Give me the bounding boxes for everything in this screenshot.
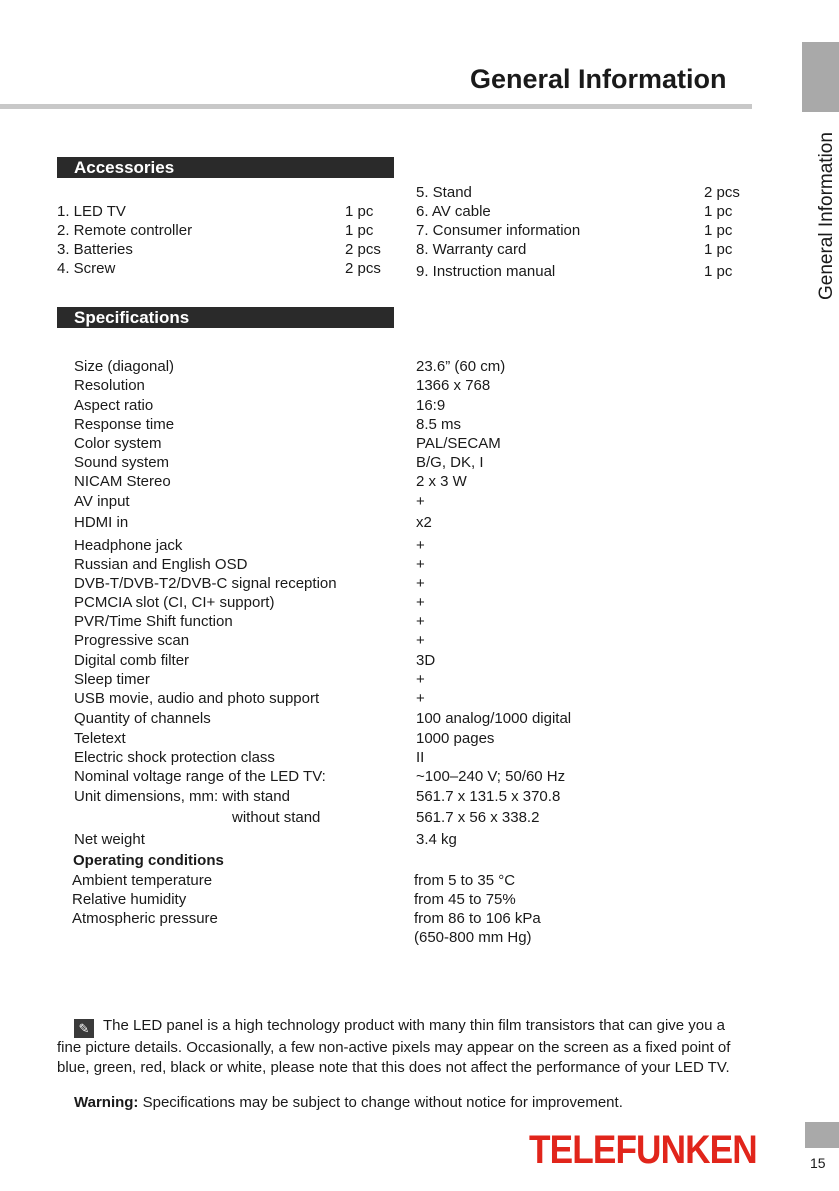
spec-label: Electric shock protection class (74, 749, 275, 766)
spec-value: B/G, DK, I (416, 454, 484, 471)
spec-value: 23.6” (60 cm) (416, 358, 506, 375)
spec-value: + (416, 575, 425, 592)
spec-label: Sound system (74, 454, 170, 471)
spec-value: from 86 to 106 kPa (414, 910, 541, 927)
spec-label: Ambient temperature (72, 872, 213, 889)
spec-value: PAL/SECAM (416, 435, 501, 452)
list-item (57, 221, 397, 240)
accessory-qty: 1 pc (704, 222, 733, 239)
warning-text: Specifications may be subject to change without notice for improvement. (142, 1094, 623, 1111)
accessory-qty: 1 pc (704, 263, 733, 280)
spec-value: 561.7 x 131.5 x 370.8 (416, 788, 561, 805)
spec-value: 3.4 kg (416, 831, 457, 848)
spec-value: ~100–240 V; 50/60 Hz (416, 768, 566, 785)
accessory-name: 8. Warranty card (416, 241, 527, 258)
lcd-panel-note (57, 1016, 747, 1077)
spec-value: 16:9 (416, 397, 446, 414)
page-number: 15 (810, 1155, 826, 1171)
spec-value: 8.5 ms (416, 416, 462, 433)
spec-label: Color system (74, 435, 162, 452)
spec-label: PVR/Time Shift function (74, 613, 233, 630)
spec-value: II (416, 749, 425, 766)
spec-label: AV input (74, 493, 130, 510)
spec-label: without stand (232, 809, 321, 826)
accessory-qty: 2 pcs (345, 260, 381, 277)
spec-value: 1000 pages (416, 730, 495, 747)
warning-line (74, 1094, 623, 1111)
spec-label: Digital comb filter (74, 652, 190, 669)
title-divider (0, 104, 752, 109)
accessories-heading: Accessories (57, 157, 394, 178)
accessory-name: 2. Remote controller (57, 222, 193, 239)
accessory-name: 9. Instruction manual (416, 263, 556, 280)
spec-label: Relative humidity (72, 891, 187, 908)
accessory-name: 5. Stand (416, 184, 472, 201)
spec-value: + (416, 594, 425, 611)
accessory-qty: 2 pcs (345, 241, 381, 258)
spec-value: + (416, 556, 425, 573)
pencil-note-icon: ✎ (74, 1019, 94, 1038)
spec-value: + (416, 690, 425, 707)
accessory-name: 4. Screw (57, 260, 116, 277)
list-item (57, 240, 397, 259)
accessory-name: 6. AV cable (416, 203, 491, 220)
spec-value: + (416, 671, 425, 688)
spec-label: Net weight (74, 831, 145, 848)
spec-label: Nominal voltage range of the LED TV: (74, 768, 326, 785)
side-tab-marker (802, 42, 839, 112)
side-section-label: General Information (816, 132, 837, 300)
spec-value: x2 (416, 514, 432, 531)
spec-value: 1366 x 768 (416, 377, 491, 394)
spec-label: Quantity of channels (74, 710, 211, 727)
accessory-qty: 1 pc (704, 203, 733, 220)
spec-value: from 5 to 35 °C (414, 872, 516, 889)
page-tab-marker (805, 1122, 839, 1148)
accessory-qty: 2 pcs (704, 184, 740, 201)
spec-label: USB movie, audio and photo support (74, 690, 320, 707)
spec-value: + (416, 632, 425, 649)
list-item (416, 221, 746, 240)
spec-label: PCMCIA slot (CI, CI+ support) (74, 594, 275, 611)
list-item (416, 240, 746, 259)
spec-label: Russian and English OSD (74, 556, 248, 573)
accessory-name: 3. Batteries (57, 241, 133, 258)
list-item (416, 202, 746, 221)
spec-label: Headphone jack (74, 537, 183, 554)
operating-conditions-heading: Operating conditions (73, 852, 224, 869)
spec-label: Progressive scan (74, 632, 190, 649)
spec-value: + (416, 613, 425, 630)
spec-label: Response time (74, 416, 175, 433)
spec-label: HDMI in (74, 514, 129, 531)
spec-value: 2 x 3 W (416, 473, 467, 490)
specifications-heading: Specifications (57, 307, 394, 328)
spec-value: 561.7 x 56 x 338.2 (416, 809, 540, 826)
page-title: General Information (470, 64, 727, 94)
spec-value: 3D (416, 652, 436, 669)
accessory-name: 1. LED TV (57, 203, 126, 220)
spec-label: Atmospheric pressure (72, 910, 218, 927)
list-item (57, 259, 397, 278)
spec-label: Aspect ratio (74, 397, 154, 414)
spec-label: Sleep timer (74, 671, 150, 688)
accessory-qty: 1 pc (345, 203, 374, 220)
spec-value: 100 analog/1000 digital (416, 710, 572, 727)
spec-label: Teletext (74, 730, 126, 747)
spec-label: Size (diagonal) (74, 358, 175, 375)
list-item (416, 262, 746, 281)
spec-label: Resolution (74, 377, 145, 394)
brand-logo: TELEFUNKEN (529, 1128, 757, 1172)
accessory-name: 7. Consumer information (416, 222, 581, 239)
spec-value-continuation: (650-800 mm Hg) (414, 929, 532, 946)
spec-value: + (416, 493, 425, 510)
spec-value: from 45 to 75% (414, 891, 516, 908)
accessory-qty: 1 pc (704, 241, 733, 258)
note-text: The LED panel is a high technology product with many thin film transistors that can give you a fine picture details. Occasionally, a few non-active pixels may appear on the screen as a fixed point of blue, green, red, black or white, please note that this does not affect the performance of your LED TV. (57, 1017, 731, 1076)
spec-label: DVB-T/DVB-T2/DVB-C signal reception (74, 575, 337, 592)
warning-label: Warning: (74, 1094, 139, 1111)
list-item (416, 183, 746, 202)
accessory-qty: 1 pc (345, 222, 374, 239)
list-item (57, 202, 397, 221)
spec-label: NICAM Stereo (74, 473, 171, 490)
spec-label: Unit dimensions, mm: with stand (74, 788, 290, 805)
spec-value: + (416, 537, 425, 554)
